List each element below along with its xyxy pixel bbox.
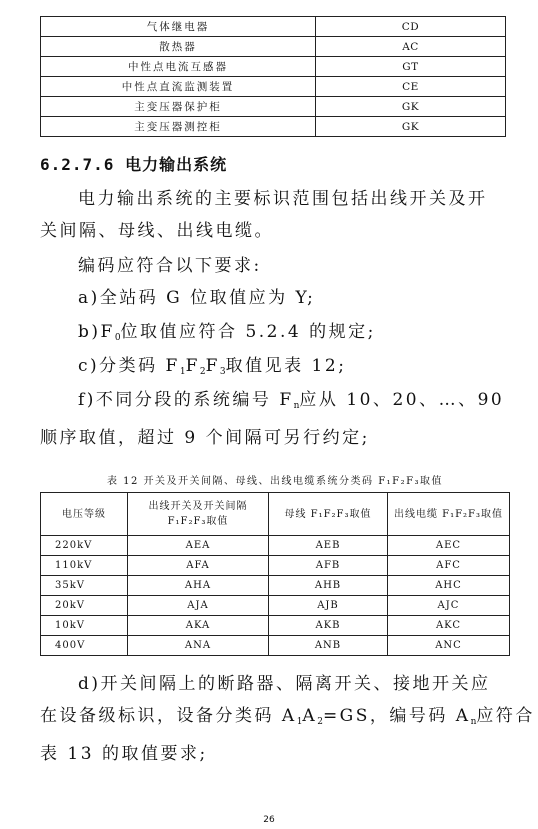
paragraph-line: 关间隔、母线、出线电缆。 xyxy=(40,221,274,241)
list-item-text: b)F xyxy=(78,322,115,342)
table-cell: 10kV xyxy=(41,616,128,636)
table-cell: 主变压器测控柜 xyxy=(41,117,316,137)
table-cell: AHA xyxy=(128,576,269,596)
subscript: 1 xyxy=(179,367,186,377)
list-item-text: 取值见表 12; xyxy=(225,356,347,376)
table-row xyxy=(41,556,510,576)
table-cell: 主变压器保护柜 xyxy=(41,97,316,117)
list-item-text: d)开关间隔上的断路器、隔离开关、接地开关应 xyxy=(78,674,491,694)
column-header: 出线电缆 F₁F₂F₃取值 xyxy=(388,493,510,536)
table-cell: 气体继电器 xyxy=(41,17,316,37)
table-row xyxy=(41,536,510,556)
list-item-text: F xyxy=(205,356,220,376)
list-item-text: =GS，编号码 A xyxy=(322,706,471,726)
list-item-text: A xyxy=(302,706,318,726)
table-cell: 220kV xyxy=(41,536,128,556)
list-item-d xyxy=(40,668,535,770)
list-item-text: 位取值应符合 5.2.4 的规定; xyxy=(120,322,376,342)
list-item-text: F xyxy=(185,356,200,376)
table-cell: GK xyxy=(316,97,506,117)
table-cell: AKC xyxy=(388,616,510,636)
table-cell: GT xyxy=(316,57,506,77)
subscript: 3 xyxy=(219,367,226,377)
paragraph-line: 电力输出系统的主要标识范围包括出线开关及开 xyxy=(78,189,488,209)
table-cell: AJA xyxy=(128,596,269,616)
table-header-row xyxy=(41,493,510,536)
component-code-table xyxy=(40,16,506,137)
table-cell: AEC xyxy=(388,536,510,556)
subscript: n xyxy=(470,717,477,727)
subscript: 2 xyxy=(199,367,206,377)
table-cell: 110kV xyxy=(41,556,128,576)
table-row xyxy=(41,576,510,596)
table-row xyxy=(41,57,506,77)
table-cell: AFC xyxy=(388,556,510,576)
classification-code-table xyxy=(40,492,510,656)
table-cell: AHB xyxy=(269,576,388,596)
table-cell: 中性点直流监测装置 xyxy=(41,77,316,97)
table-cell: AJB xyxy=(269,596,388,616)
table-caption: 表 12 开关及开关间隔、母线、出线电缆系统分类码 F₁F₂F₃取值 xyxy=(106,476,444,487)
table-row xyxy=(41,97,506,117)
table-cell: AFB xyxy=(269,556,388,576)
table-cell: AKB xyxy=(269,616,388,636)
table-row xyxy=(41,117,506,137)
column-header-line: F₁F₂F₃取值 xyxy=(167,516,229,527)
table-row xyxy=(41,37,506,57)
column-header xyxy=(128,493,269,536)
column-header: 电压等级 xyxy=(41,493,128,536)
table-cell: AEB xyxy=(269,536,388,556)
table-cell: 400V xyxy=(41,636,128,656)
table-cell: 中性点电流互感器 xyxy=(41,57,316,77)
table-cell: AEA xyxy=(128,536,269,556)
list-item-text: c)分类码 F xyxy=(78,356,180,376)
table-cell: AHC xyxy=(388,576,510,596)
list-item-b xyxy=(40,316,510,354)
subscript: 2 xyxy=(317,717,323,727)
paragraph-requirements xyxy=(40,250,510,282)
table-cell: CD xyxy=(316,17,506,37)
subscript: 1 xyxy=(296,717,303,727)
table-row xyxy=(41,77,506,97)
table-cell: AFA xyxy=(128,556,269,576)
list-item-a xyxy=(40,282,510,314)
table-row xyxy=(41,636,510,656)
column-header-line: 出线开关及开关间隔 xyxy=(148,501,248,512)
table-cell: GK xyxy=(316,117,506,137)
list-item-text: 顺序取值，超过 9 个间隔可另行约定; xyxy=(40,428,370,448)
subscript: 0 xyxy=(114,333,121,343)
list-item-c xyxy=(40,350,510,388)
paragraph-scope xyxy=(40,183,510,247)
section-heading: 6.2.7.6 电力输出系统 xyxy=(40,155,228,174)
table-cell: ANB xyxy=(269,636,388,656)
list-item-text: 在设备级标识，设备分类码 A xyxy=(40,706,297,726)
column-header: 母线 F₁F₂F₃取值 xyxy=(269,493,388,536)
list-item-text: f)不同分段的系统编号 F xyxy=(78,390,294,410)
table-row xyxy=(41,616,510,636)
list-item-text: 应从 10、20、…、90 xyxy=(299,390,505,410)
table-cell: AC xyxy=(316,37,506,57)
table-cell: 35kV xyxy=(41,576,128,596)
paragraph-line: 编码应符合以下要求: xyxy=(78,256,262,276)
table-cell: ANC xyxy=(388,636,510,656)
list-item-f xyxy=(40,384,510,454)
table-cell: CE xyxy=(316,77,506,97)
page-number: 26 xyxy=(263,815,275,825)
list-item-text: a)全站码 G 位取值应为 Y; xyxy=(78,288,316,308)
subscript: n xyxy=(293,401,300,411)
table-cell: 散热器 xyxy=(41,37,316,57)
table-row xyxy=(41,17,506,37)
table-cell: ANA xyxy=(128,636,269,656)
table-row xyxy=(41,596,510,616)
list-item-text: 表 13 的取值要求; xyxy=(40,744,208,764)
list-item-text: 应符合 xyxy=(476,706,535,726)
table-cell: AJC xyxy=(388,596,510,616)
table-cell: 20kV xyxy=(41,596,128,616)
table-cell: AKA xyxy=(128,616,269,636)
